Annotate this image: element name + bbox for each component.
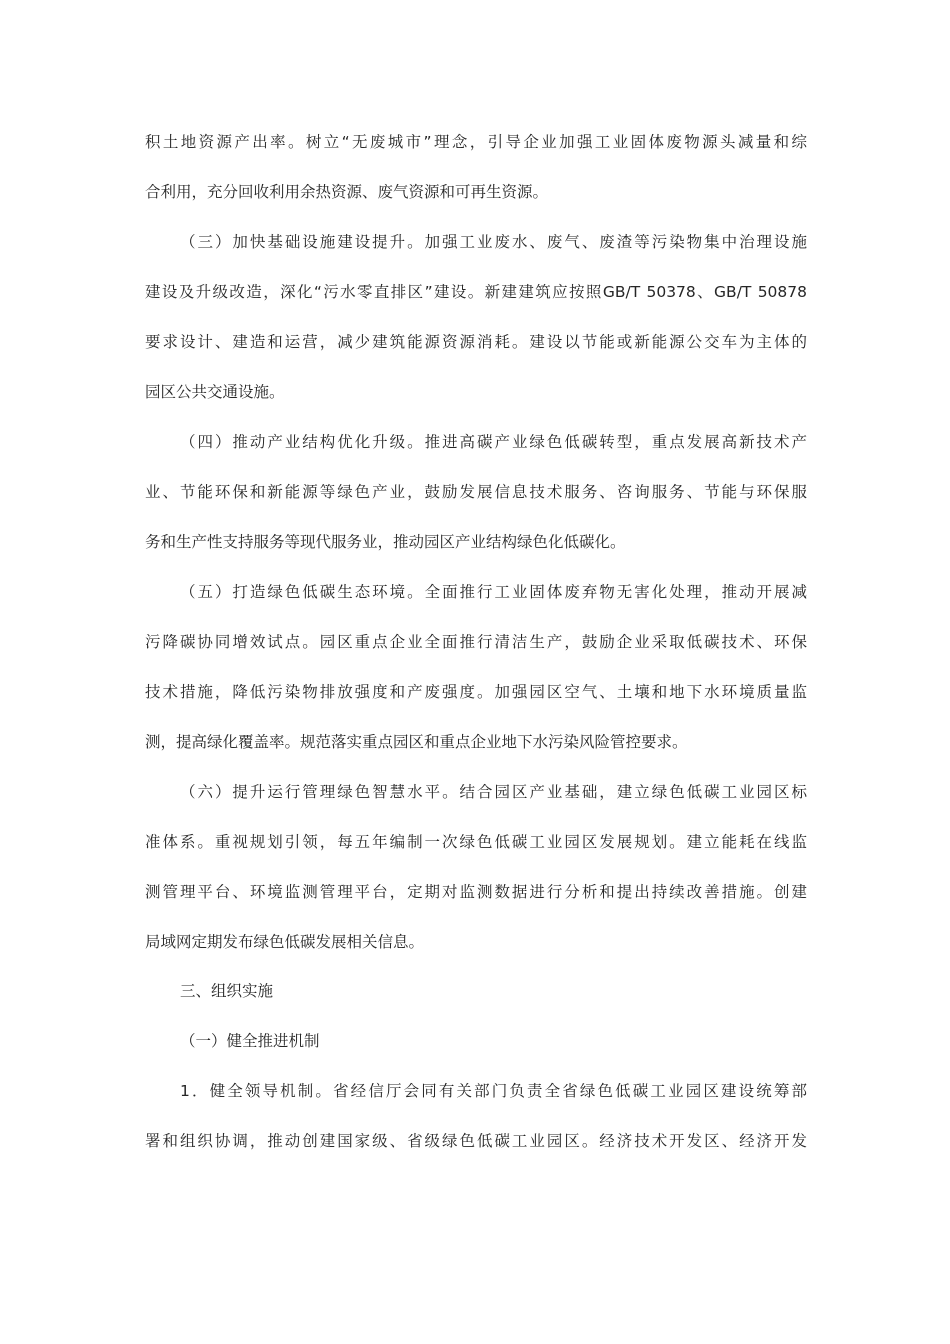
paragraph-line: 合利用，充分回收利用余热资源、废气资源和可再生资源。 [145,183,549,201]
paragraph-line: （四）推动产业结构优化升级。推进高碳产业绿色低碳转型，重点发展高新技术产 [180,433,807,451]
paragraph-line: （五）打造绿色低碳生态环境。全面推行工业固体废弃物无害化处理，推动开展减 [180,583,807,601]
paragraph-line: 局域网定期发布绿色低碳发展相关信息。 [145,933,425,951]
paragraph-line: 署和组织协调，推动创建国家级、省级绿色低碳工业园区。经济技术开发区、经济开发 [145,1132,807,1150]
section-heading: 三、组织实施 [180,982,274,1000]
paragraph-line: 污降碳协同增效试点。园区重点企业全面推行清洁生产，鼓励企业采取低碳技术、环保 [145,633,807,651]
paragraph-line: 测，提高绿化覆盖率。规范落实重点园区和重点企业地下水污染风险管控要求。 [145,733,688,751]
paragraph-line: （三）加快基础设施建设提升。加强工业废水、废气、废渣等污染物集中治理设施 [180,233,807,251]
paragraph-line: 积土地资源产出率。树立“无废城市”理念，引导企业加强工业固体废物源头减量和综 [145,133,807,151]
subsection-heading: （一）健全推进机制 [180,1032,320,1050]
paragraph-line: 测管理平台、环境监测管理平台，定期对监测数据进行分析和提出持续改善措施。创建 [145,883,807,901]
paragraph-line: 准体系。重视规划引领，每五年编制一次绿色低碳工业园区发展规划。建立能耗在线监 [145,833,807,851]
paragraph-line: （六）提升运行管理绿色智慧水平。结合园区产业基础，建立绿色低碳工业园区标 [180,783,807,801]
paragraph-line: 要求设计、建造和运营，减少建筑能源资源消耗。建设以节能或新能源公交车为主体的 [145,333,807,351]
paragraph-line: 务和生产性支持服务等现代服务业，推动园区产业结构绿色化低碳化。 [145,533,626,551]
paragraph-line: 1．健全领导机制。省经信厅会同有关部门负责全省绿色低碳工业园区建设统筹部 [180,1082,807,1100]
paragraph-line: 园区公共交通设施。 [145,383,285,401]
paragraph-line: 建设及升级改造，深化“污水零直排区”建设。新建建筑应按照GB/T 50378、GB/T 50878 [145,283,807,301]
paragraph-line: 技术措施，降低污染物排放强度和产废强度。加强园区空气、土壤和地下水环境质量监 [145,683,807,701]
paragraph-line: 业、节能环保和新能源等绿色产业，鼓励发展信息技术服务、咨询服务、节能与环保服 [145,483,807,501]
